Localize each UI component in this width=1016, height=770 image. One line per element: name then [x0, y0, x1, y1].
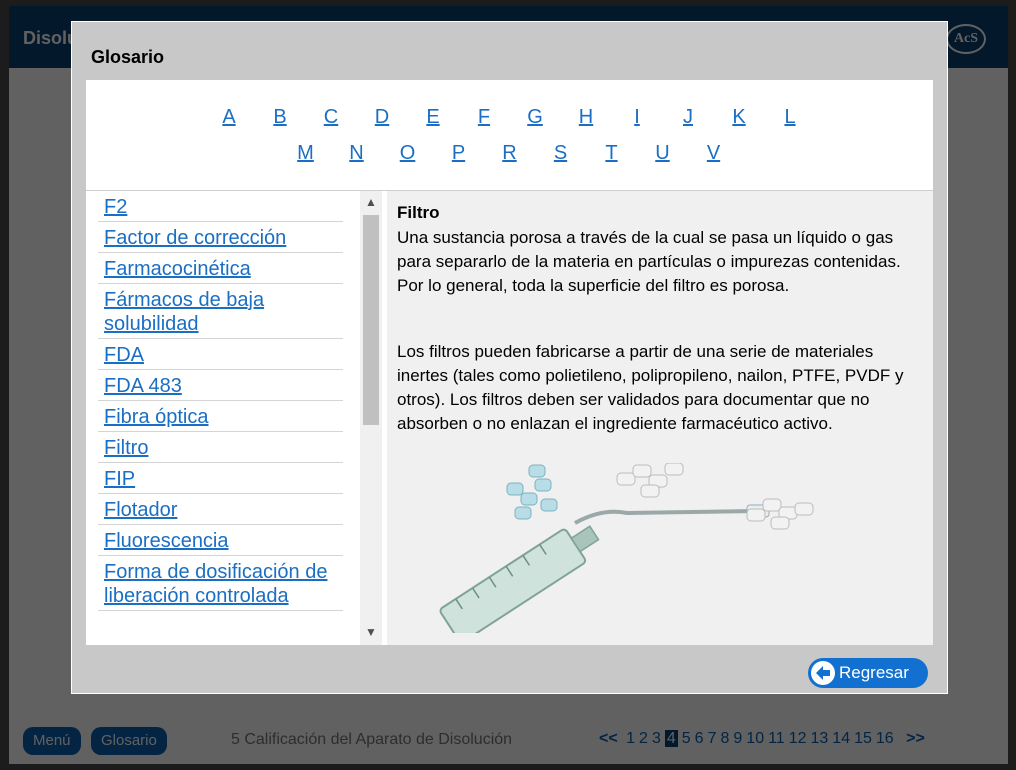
- glossary-term-link[interactable]: Forma de dosificación de liberación controlada: [98, 556, 343, 611]
- letter-link-c[interactable]: C: [323, 106, 339, 128]
- back-arrow-icon: [810, 660, 836, 686]
- glossary-term-link[interactable]: F2: [98, 191, 343, 222]
- scroll-thumb[interactable]: [363, 215, 379, 425]
- glossary-term-link[interactable]: Factor de corrección: [98, 222, 343, 253]
- letter-link-l[interactable]: L: [784, 106, 796, 128]
- glossary-term-link[interactable]: FIP: [98, 463, 343, 494]
- letter-link-o[interactable]: O: [399, 142, 416, 164]
- scroll-down-icon[interactable]: ▼: [365, 625, 377, 639]
- letter-link-p[interactable]: P: [451, 142, 466, 164]
- definition-paragraph: Los filtros pueden fabricarse a partir de una serie de materiales inertes (tales como polietileno, polipropileno, nailon, PTFE, PVDF y otros). Los filtros deben ser validados para documentar que no absorben o no enlazan el ingrediente farmacéutico activo.: [397, 342, 904, 433]
- letter-link-m[interactable]: M: [297, 142, 314, 164]
- scroll-up-icon[interactable]: ▲: [365, 195, 377, 209]
- dialog-title: Glosario: [91, 47, 165, 67]
- glossary-term-link[interactable]: Farmacocinética: [98, 253, 343, 284]
- letter-link-e[interactable]: E: [426, 106, 440, 128]
- letter-link-g[interactable]: G: [527, 106, 543, 128]
- glossary-term-link[interactable]: FDA: [98, 339, 343, 370]
- filter-syringe-illustration: [427, 463, 817, 633]
- alphabet-row: [86, 106, 933, 129]
- glossary-term-link[interactable]: Fluorescencia: [98, 525, 343, 556]
- letter-link-k[interactable]: K: [732, 106, 746, 128]
- letter-link-n[interactable]: N: [349, 142, 364, 164]
- letter-link-s[interactable]: S: [553, 142, 568, 164]
- glossary-term-link[interactable]: Filtro: [98, 432, 343, 463]
- alphabet-index: [86, 80, 933, 191]
- definition-paragraph: Una sustancia porosa a través de la cual se pasa un líquido o gas para separarlo de la materia en partículas o impurezas contenidas. Por lo general, toda la superficie del filtro es porosa.: [397, 228, 901, 295]
- glossary-dialog: [71, 21, 948, 694]
- term-list-items: [86, 191, 383, 611]
- letter-link-t[interactable]: T: [605, 142, 618, 164]
- glossary-term-link[interactable]: Fármacos de baja solubilidad: [98, 284, 343, 339]
- letter-link-v[interactable]: V: [706, 142, 721, 164]
- term-list[interactable]: [86, 191, 383, 645]
- letter-link-u[interactable]: U: [655, 142, 670, 164]
- alphabet-row: [86, 142, 933, 165]
- regresar-label: Regresar: [839, 663, 909, 682]
- letter-link-a[interactable]: A: [222, 106, 236, 128]
- letter-link-f[interactable]: F: [477, 106, 491, 128]
- letter-link-i[interactable]: I: [634, 106, 640, 128]
- letter-link-b[interactable]: B: [273, 106, 287, 128]
- definition-term: Filtro: [397, 203, 440, 222]
- dialog-content: [86, 80, 933, 645]
- letter-link-h[interactable]: H: [578, 106, 594, 128]
- letter-link-r[interactable]: R: [502, 142, 517, 164]
- definition-pane: [387, 191, 933, 645]
- letter-link-j[interactable]: J: [683, 106, 693, 128]
- regresar-button[interactable]: [808, 658, 928, 688]
- term-list-scrollbar[interactable]: [360, 191, 382, 645]
- glossary-term-link[interactable]: Flotador: [98, 494, 343, 525]
- glossary-term-link[interactable]: Fibra óptica: [98, 401, 343, 432]
- letter-link-d[interactable]: D: [374, 106, 390, 128]
- glossary-term-link[interactable]: FDA 483: [98, 370, 343, 401]
